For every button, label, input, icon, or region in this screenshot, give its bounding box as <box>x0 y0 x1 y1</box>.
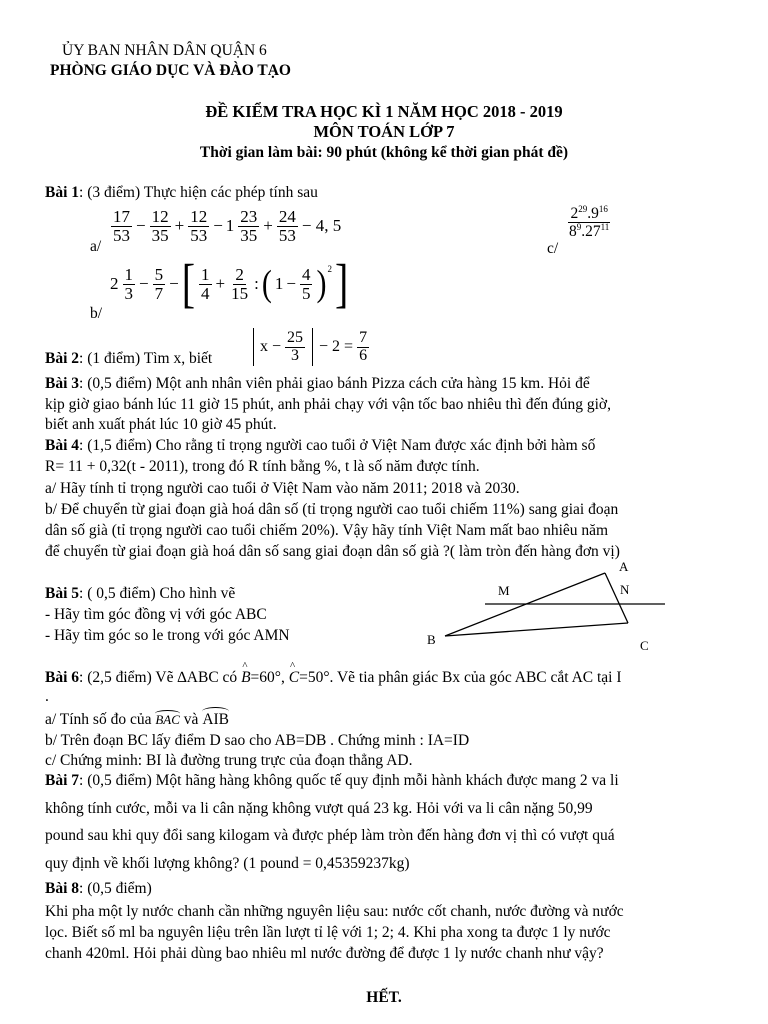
bai2-heading: Bài 2: (1 điểm) Tìm x, biết <box>45 350 213 367</box>
bai1-heading <box>45 184 318 202</box>
bai1b-expression: 2 $\frac{1}{3}$ − $\frac{5}{7}$ − [ $\frac{1}{4}$ + $\frac{2}{15}$ : ( 1 − $\frac{4}{5}$ ) $^2$ ] <box>110 252 349 314</box>
frac: $\frac{1}{3}$ <box>124 264 133 303</box>
bai1a-expression: $\frac{17}{53}$ − $\frac{12}{35}$ + $\frac{12}{53}$ − 1 $\frac{23}{35}$ + $\frac{24}{53}$ − 4, 5 <box>113 207 342 245</box>
point-m-label: M <box>498 583 510 598</box>
bai5-heading: Bài 5: ( 0,5 điểm) Cho hình vẽ <box>45 585 236 602</box>
bai1-text: : (3 điểm) Thực hiện các phép tính sau <box>79 184 318 201</box>
frac: $\frac{24}{53}$ <box>278 207 296 245</box>
triangle-figure <box>420 558 680 658</box>
bai3-line1: Bài 3: (0,5 điểm) Một anh nhân viên phải giao bánh Pizza cách cửa hàng 15 km. Hỏi để <box>45 375 590 392</box>
bai6-dot: . <box>45 688 49 705</box>
bai4-line1: Bài 4: (1,5 điểm) Cho rằng tỉ trọng người cao tuổi ở Việt Nam được xác định bởi hàm số <box>45 437 596 454</box>
point-b-label: B <box>427 632 436 647</box>
bai2-equation: x − $\frac{25}{3}$ − 2 = $\frac{7}{6}$ <box>250 328 370 366</box>
bai7-line3: pound sau khi quy đổi sang kilogam và được phép làm tròn đến hàng đơn vị thì có vượt quá <box>45 827 615 844</box>
bai8-line1: Khi pha một ly nước chanh cần những nguyên liệu sau: nước cốt chanh, nước đường và nước <box>45 903 624 920</box>
bai6-b: b/ Trên đoạn BC lấy điểm D sao cho AB=DB . Chứng minh : IA=ID <box>45 732 470 749</box>
frac: $\frac{17}{53}$ <box>113 207 130 245</box>
point-a-label: A <box>619 559 629 574</box>
frac: $\frac{12}{53}$ <box>190 207 208 245</box>
committee-name: ỦY BAN NHÂN DÂN QUẬN 6 <box>62 42 267 59</box>
point-c-label: C <box>640 638 649 653</box>
segment-ac <box>605 573 628 623</box>
bai1c-prefix: c/ <box>547 240 559 257</box>
point-n-label: N <box>620 582 630 597</box>
frac: $\frac{23}{35}$ <box>240 207 258 245</box>
frac: $\frac{2}{15}$ <box>231 264 249 303</box>
bai8-heading: Bài 8: (0,5 điểm) <box>45 880 152 897</box>
bai3-line3: biết anh xuất phát lúc 10 giờ 45 phút. <box>45 416 277 433</box>
bai4-line4: b/ Để chuyển từ giai đoạn già hoá dân số (tỉ trọng người cao tuổi chiếm 11%) sang giai đoạn <box>45 501 619 518</box>
bai7-line2: không tính cước, mỗi va li cân nặng không vượt quá 23 kg. Hỏi với va li cân nặng 50,99 <box>45 800 593 817</box>
bai6-line1: Bài 6: (2,5 điểm) Vẽ ∆ABC có ^ B=60°, ^ C=50°. Vẽ tia phân giác Bx của góc ABC cắt AC tại I <box>45 669 622 687</box>
bai4-line5: dân số già (tỉ trọng người cao tuổi chiếm 20%). Vậy hãy tính Việt Nam mất bao nhiêu năm <box>45 522 609 539</box>
time-note: Thời gian làm bài: 90 phút (không kể thời gian phát đề) <box>199 144 569 161</box>
bai7-line4: quy định về khối lượng không? (1 pound = 0,45359237kg) <box>45 855 410 872</box>
frac: $\frac{1}{4}$ <box>201 264 210 303</box>
bai1c-expression <box>566 205 612 241</box>
frac: $\frac{7}{6}$ <box>359 328 368 364</box>
frac: $\frac{12}{35}$ <box>151 207 169 245</box>
frac: $\frac{4}{5}$ <box>301 264 311 303</box>
bai1a-prefix: a/ <box>90 238 102 255</box>
bai8-line3: chanh 420ml. Hỏi phải dùng bao nhiêu ml nước đường để được 1 ly nước chanh như vậy? <box>45 945 604 962</box>
bai5-item1: - Hãy tìm góc đồng vị với góc ABC <box>45 606 267 623</box>
frac: $\frac{25}{3}$ <box>287 328 304 364</box>
bai4-line6: để chuyển từ giai đoạn già hoá dân số sang giai đoạn dân số già ?( làm tròn đến hàng đơn vị) <box>45 543 620 560</box>
subject-title: MÔN TOÁN LỚP 7 <box>313 122 455 141</box>
bai7-line1: Bài 7: (0,5 điểm) Một hãng hàng không quốc tế quy định mỗi hành khách được mang 2 va li <box>45 772 619 789</box>
bai6-a: a/ Tính số đo của BAC và AIB <box>45 711 230 728</box>
bai1-label: Bài 1 <box>45 184 80 201</box>
department-name: PHÒNG GIÁO DỤC VÀ ĐÀO TẠO <box>50 62 291 79</box>
frac: $\frac{2^{29}.9^{16}}{8^9.27^{11}}$ <box>569 204 610 241</box>
bai8-line2: lọc. Biết số ml ba nguyên liệu trên lần lượt tỉ lệ với 1; 2; 4. Khi pha xong ta được 1 ly nước <box>45 924 611 941</box>
end-marker: HẾT. <box>366 989 402 1006</box>
bai3-line2: kịp giờ giao bánh lúc 11 giờ 15 phút, anh phải chạy với vận tốc bao nhiêu thì đến đúng giờ, <box>45 396 611 413</box>
bai6-c: c/ Chứng minh: BI là đường trung trực của đoạn thẳng AD. <box>45 752 413 769</box>
frac: $\frac{5}{7}$ <box>154 264 164 303</box>
exam-title: ĐỀ KIỂM TRA HỌC KÌ 1 NĂM HỌC 2018 - 2019 <box>205 102 563 121</box>
bai4-line3: a/ Hãy tính tỉ trọng người cao tuổi ở Việt Nam vào năm 2011; 2018 và 2030. <box>45 480 520 497</box>
bai5-item2: - Hãy tìm góc so le trong với góc AMN <box>45 627 290 644</box>
bai4-line2: R= 11 + 0,32(t - 2011), trong đó R tính bằng %, t là số năm được tính. <box>45 458 480 475</box>
bai1b-prefix: b/ <box>90 305 103 322</box>
